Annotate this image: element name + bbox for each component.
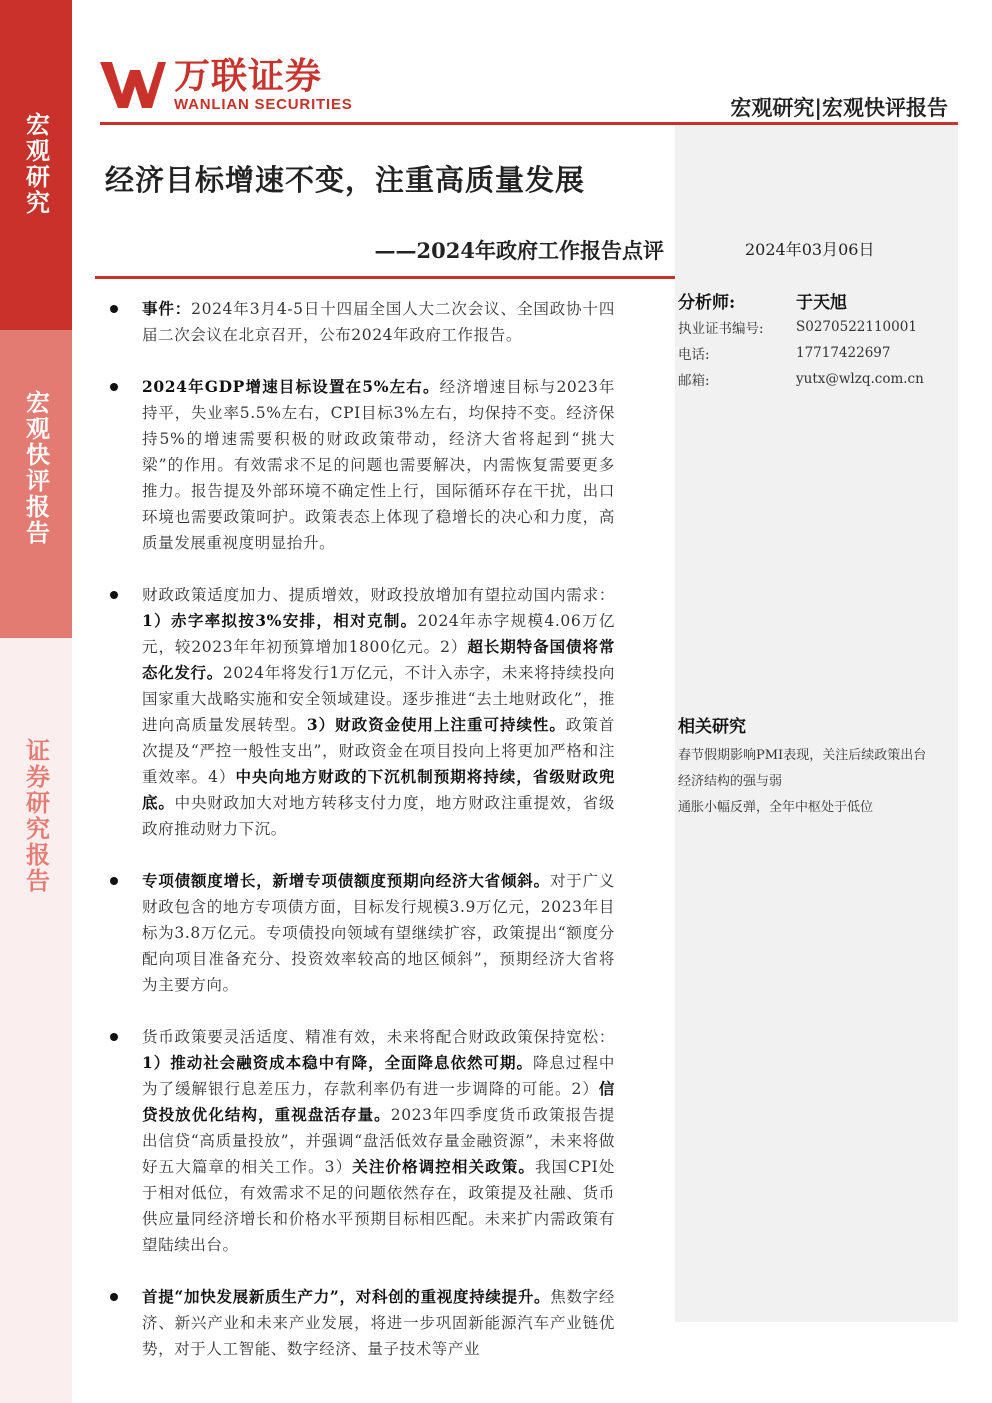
bullet-paragraph — [105, 374, 615, 556]
phone-number: 17717422697 — [796, 345, 891, 361]
body-text: 货币政策要灵活适度、精准有效，未来将配合财政政策保持宽松： — [142, 1028, 615, 1046]
body-text: 2024年将发行1万亿元，不计入赤字，未来将持续投向国家重大战略实施和安全领域建设。逐步推进“去土地财政化”，推进向高质量发展转型。 — [142, 664, 615, 734]
bold-text: 2024年GDP增速目标设置在5%左右。 — [142, 377, 440, 396]
title-divider — [95, 276, 675, 279]
bullet-dot-icon — [110, 383, 118, 391]
logo-w-icon — [100, 58, 166, 110]
company-logo — [100, 58, 353, 113]
side-segment-securities — [0, 638, 72, 1403]
logo-chinese: 万联证券 — [174, 56, 323, 97]
body-text: 中央财政加大对地方转移支付力度，地方财政注重提效，省级政府推动财力下沉。 — [142, 794, 616, 838]
bullet-dot-icon — [110, 877, 118, 885]
bullet-paragraph — [105, 1284, 615, 1362]
license-label: 执业证书编号: — [678, 321, 764, 337]
related-item[interactable]: 经济结构的强与弱 — [678, 774, 783, 789]
side-segment-report — [0, 330, 72, 638]
bullet-paragraph — [105, 1024, 615, 1258]
side-label: 证券研究报告 — [21, 738, 50, 894]
body-text: 我国CPI处于相对低位，有效需求不足的问题依然存在，政策提及社融、货币供应量同经济增长和价格水平预期目标相匹配。未来扩内需政策有望陆续出台。 — [142, 1158, 615, 1254]
analyst-info — [678, 286, 948, 392]
body-text: 2024年3月4-5日十四届全国人大二次会议、全国政协十四届二次会议在北京召开，公布2024年政府工作报告。 — [142, 300, 615, 344]
bold-text: 信贷投放优化结构，重视盘活存量。 — [142, 1079, 615, 1124]
side-label: 宏观快评报告 — [21, 390, 50, 546]
bold-text: 首提“加快发展新质生产力”，对科创的重视度持续提升。 — [142, 1287, 551, 1306]
report-type: 宏观研究|宏观快评报告 — [730, 95, 948, 120]
related-title: 相关研究 — [678, 717, 746, 737]
bullet-dot-icon — [110, 1033, 118, 1041]
bullet-dot-icon — [110, 305, 118, 313]
related-research — [678, 712, 958, 821]
bold-text: 1）赤字率拟按3%安排，相对克制。 — [142, 611, 418, 630]
side-segment-macro — [0, 0, 72, 330]
page-title: 经济目标增速不变，注重高质量发展 — [105, 163, 586, 197]
bullet-dot-icon — [110, 591, 118, 599]
email-address[interactable]: yutx@wlzq.com.cn — [796, 371, 924, 387]
body-text: 对于广义财政包含的地方专项债方面，目标发行规模3.9万亿元，2023年目标为3.8万亿元。专项债投向领域有望继续扩容，政策提出“额度分配向项目准备充分、投资效率较高的地区倾斜”，预期经济大省将为主要方向。 — [142, 872, 615, 994]
body-text: 经济增速目标与2023年持平，失业率5.5%左右，CPI目标3%左右，均保持不变。经济保持5%的增速需要积极的财政政策带动，经济大省将起到“挑大梁”的作用。有效需求不足的问题也需要解决，内需恢复需要更多推力。报告提及外部环境不确定性上行，国际循环存在干扰，出口环境也需要政策呵护。政策表态上体现了稳增长的决心和力度，高质量发展重视度明显抬升。 — [142, 378, 615, 552]
analyst-name: 于天旭 — [796, 292, 847, 313]
bold-text: 专项债额度增长，新增专项债额度预期向经济大省倾斜。 — [142, 871, 550, 890]
bold-text: 中央向地方财政的下沉机制预期将持续，省级财政兜底。 — [142, 767, 615, 812]
analyst-label: 分析师: — [678, 292, 736, 313]
bullet-paragraph — [105, 868, 615, 998]
body-text: 财政政策适度加力、提质增效，财政投放增加有望拉动国内需求： — [142, 586, 615, 604]
report-body — [105, 296, 615, 1388]
bold-text: 3）财政资金使用上注重可持续性。 — [306, 715, 566, 734]
report-date: 2024年03月06日 — [745, 240, 875, 259]
body-text: 焦数字经济、新兴产业和未来产业发展，将进一步巩固新能源汽车产业链优势，对于人工智能、数字经济、量子技术等产业 — [142, 1288, 615, 1358]
email-label: 邮箱: — [678, 373, 710, 389]
logo-english: WANLIAN SECURITIES — [174, 96, 353, 113]
bold-text: 超长期特备国债将常态化发行。 — [142, 637, 615, 682]
related-item[interactable]: 春节假期影响PMI表现，关注后续政策出台 — [678, 748, 927, 763]
body-text: 降息过程中为了缓解银行息差压力，存款利率仍有进一步调降的可能。2） — [142, 1054, 615, 1098]
side-label: 宏观研究 — [21, 112, 50, 216]
bullet-paragraph — [105, 582, 615, 842]
side-band — [0, 0, 72, 1403]
phone-label: 电话: — [678, 347, 710, 363]
related-item[interactable]: 通胀小幅反弹，全年中枢处于低位 — [678, 800, 874, 815]
bold-text: 事件： — [142, 299, 192, 318]
body-text: 政策首次提及“严控一般性支出”，财政资金在项目投向上将更加严格和注重效率。4） — [142, 716, 615, 786]
page-subtitle: ——2024年政府工作报告点评 — [374, 238, 664, 263]
license-number: S0270522110001 — [796, 319, 917, 335]
bold-text: 关注价格调控相关政策。 — [352, 1157, 535, 1176]
body-text: 2024年赤字规模4.06万亿元，较2023年年初预算增加1800亿元。2） — [142, 612, 616, 656]
bullet-dot-icon — [110, 1293, 118, 1301]
bold-text: 1）推动社会融资成本稳中有降，全面降息依然可期。 — [142, 1053, 533, 1072]
body-text: 2023年四季度货币政策报告提出信贷“高质量投放”，并强调“盘活低效存量金融资源”，未来将做好五大篇章的相关工作。3） — [142, 1106, 615, 1176]
bullet-paragraph — [105, 296, 615, 348]
